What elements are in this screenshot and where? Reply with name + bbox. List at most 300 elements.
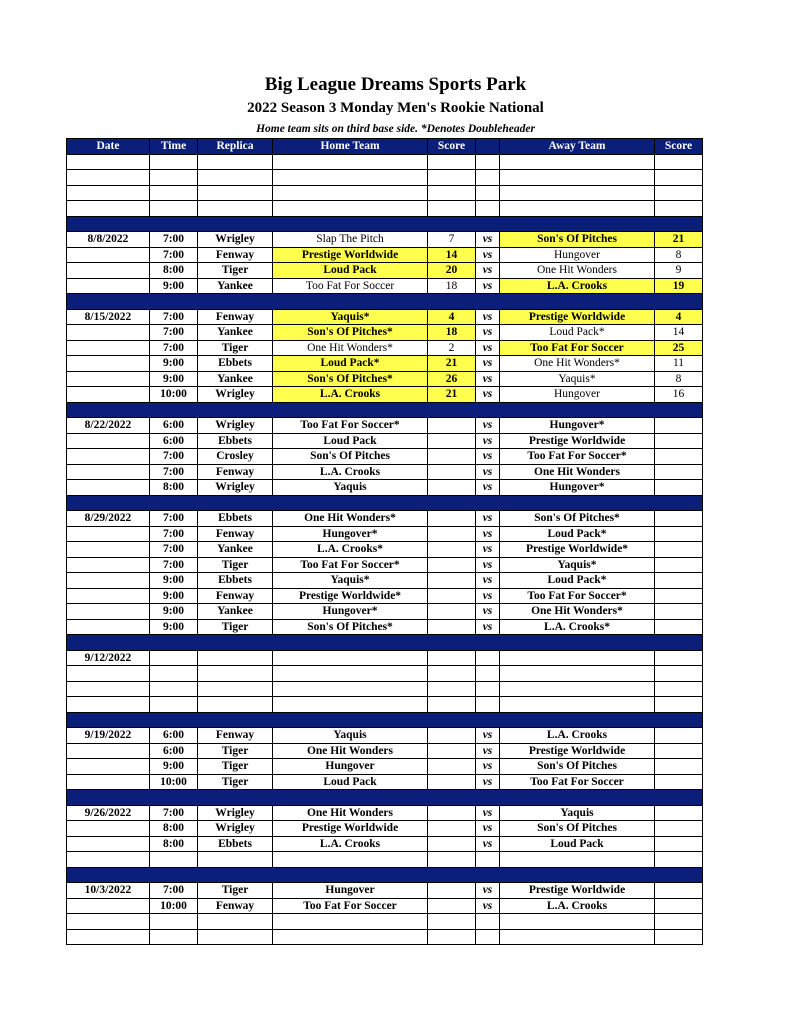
table-row [67, 278, 703, 294]
time-cell: 6:00 [150, 743, 198, 759]
table-row [67, 573, 703, 589]
away-score-cell: 25 [655, 340, 703, 356]
home-team-cell: Son's Of Pitches* [273, 619, 428, 635]
away-score-cell [655, 418, 703, 434]
time-cell [150, 852, 198, 868]
replica-cell: Fenway [198, 309, 273, 325]
home-team-cell [273, 697, 428, 713]
away-score-cell [655, 681, 703, 697]
table-row [67, 898, 703, 914]
replica-cell: Ebbets [198, 433, 273, 449]
away-score-cell [655, 185, 703, 201]
away-team-cell [500, 666, 655, 682]
home-team-cell [273, 852, 428, 868]
date-cell [67, 929, 150, 945]
replica-cell: Yankee [198, 325, 273, 341]
time-cell [150, 914, 198, 930]
home-score-cell: 14 [428, 247, 476, 263]
home-team-cell [273, 914, 428, 930]
time-cell: 10:00 [150, 387, 198, 403]
table-row [67, 464, 703, 480]
home-score-cell: 21 [428, 387, 476, 403]
replica-cell: Fenway [198, 728, 273, 744]
vs-cell: vs [476, 898, 500, 914]
time-cell: 7:00 [150, 449, 198, 465]
home-team-cell: Too Fat For Soccer [273, 898, 428, 914]
home-score-cell [428, 526, 476, 542]
date-cell [67, 464, 150, 480]
away-team-cell: One Hit Wonders* [500, 356, 655, 372]
time-cell [150, 154, 198, 170]
date-cell [67, 836, 150, 852]
away-team-cell: One Hit Wonders [500, 263, 655, 279]
time-cell: 6:00 [150, 728, 198, 744]
away-team-cell: Prestige Worldwide [500, 743, 655, 759]
home-team-cell: Yaquis [273, 728, 428, 744]
date-cell [67, 697, 150, 713]
away-score-cell [655, 557, 703, 573]
away-team-cell: Prestige Worldwide [500, 883, 655, 899]
home-team-cell [273, 154, 428, 170]
separator-bar [67, 867, 703, 883]
home-team-cell: One Hit Wonders* [273, 511, 428, 527]
home-score-cell [428, 681, 476, 697]
table-row [67, 170, 703, 186]
away-score-cell: 9 [655, 263, 703, 279]
table-row [67, 418, 703, 434]
time-cell: 6:00 [150, 433, 198, 449]
date-cell [67, 666, 150, 682]
vs-cell [476, 185, 500, 201]
away-score-cell [655, 743, 703, 759]
date-cell [67, 681, 150, 697]
vs-cell: vs [476, 883, 500, 899]
table-row [67, 356, 703, 372]
table-row [67, 774, 703, 790]
time-cell [150, 666, 198, 682]
vs-cell: vs [476, 278, 500, 294]
away-score-cell: 11 [655, 356, 703, 372]
away-score-cell [655, 542, 703, 558]
page-title: Big League Dreams Sports Park [264, 74, 527, 95]
replica-cell: Wrigley [198, 821, 273, 837]
away-score-cell: 19 [655, 278, 703, 294]
replica-cell: Wrigley [198, 418, 273, 434]
date-cell [67, 170, 150, 186]
home-score-cell [428, 728, 476, 744]
home-team-cell [273, 185, 428, 201]
away-score-cell [655, 526, 703, 542]
table-row [67, 263, 703, 279]
date-cell [67, 154, 150, 170]
vs-cell: vs [476, 449, 500, 465]
replica-cell: Wrigley [198, 480, 273, 496]
date-cell: 8/22/2022 [67, 418, 150, 434]
home-team-cell: One Hit Wonders* [273, 340, 428, 356]
away-score-cell [655, 154, 703, 170]
home-team-cell: Son's Of Pitches* [273, 325, 428, 341]
time-cell: 7:00 [150, 309, 198, 325]
away-score-cell [655, 836, 703, 852]
away-team-cell: Prestige Worldwide* [500, 542, 655, 558]
away-score-cell [655, 852, 703, 868]
replica-cell: Tiger [198, 340, 273, 356]
home-team-cell: Loud Pack [273, 263, 428, 279]
date-cell [67, 821, 150, 837]
vs-cell: vs [476, 356, 500, 372]
week-separator [67, 712, 703, 728]
away-team-cell: Son's Of Pitches* [500, 511, 655, 527]
replica-cell [198, 201, 273, 217]
away-team-cell: Hungover [500, 247, 655, 263]
replica-cell [198, 929, 273, 945]
replica-cell: Ebbets [198, 573, 273, 589]
date-cell: 9/12/2022 [67, 650, 150, 666]
away-team-cell [500, 201, 655, 217]
home-score-cell [428, 170, 476, 186]
time-cell: 8:00 [150, 263, 198, 279]
table-row [67, 914, 703, 930]
table-row [67, 185, 703, 201]
home-team-cell: Son's Of Pitches* [273, 371, 428, 387]
table-row [67, 371, 703, 387]
home-score-cell [428, 542, 476, 558]
home-score-cell: 2 [428, 340, 476, 356]
time-cell: 7:00 [150, 340, 198, 356]
week-separator [67, 216, 703, 232]
time-cell: 10:00 [150, 898, 198, 914]
time-cell: 7:00 [150, 557, 198, 573]
away-team-cell [500, 170, 655, 186]
home-score-cell [428, 759, 476, 775]
table-row [67, 681, 703, 697]
vs-cell [476, 201, 500, 217]
table-row [67, 526, 703, 542]
vs-cell: vs [476, 604, 500, 620]
replica-cell: Ebbets [198, 356, 273, 372]
home-score-cell [428, 573, 476, 589]
time-cell: 8:00 [150, 480, 198, 496]
table-row [67, 604, 703, 620]
vs-cell: vs [476, 805, 500, 821]
date-cell: 10/3/2022 [67, 883, 150, 899]
vs-cell [476, 154, 500, 170]
separator-bar [67, 790, 703, 806]
time-cell [150, 170, 198, 186]
away-team-cell: Son's Of Pitches [500, 821, 655, 837]
home-team-cell: Yaquis* [273, 309, 428, 325]
away-score-cell: 8 [655, 247, 703, 263]
time-cell: 7:00 [150, 542, 198, 558]
date-cell [67, 356, 150, 372]
week-separator [67, 402, 703, 418]
vs-cell: vs [476, 340, 500, 356]
away-team-cell: Prestige Worldwide [500, 309, 655, 325]
home-score-cell: 18 [428, 325, 476, 341]
date-cell [67, 759, 150, 775]
table-row [67, 154, 703, 170]
home-team-cell [273, 666, 428, 682]
time-cell: 6:00 [150, 418, 198, 434]
col-vs-header [476, 139, 500, 155]
replica-cell: Yankee [198, 371, 273, 387]
table-row [67, 247, 703, 263]
date-cell [67, 542, 150, 558]
week-separator [67, 635, 703, 651]
home-score-cell [428, 604, 476, 620]
home-team-cell: Hungover* [273, 526, 428, 542]
home-team-cell: Son's Of Pitches [273, 449, 428, 465]
away-score-cell [655, 604, 703, 620]
date-cell [67, 604, 150, 620]
time-cell [150, 185, 198, 201]
table-row [67, 433, 703, 449]
vs-cell: vs [476, 774, 500, 790]
away-score-cell [655, 898, 703, 914]
time-cell: 9:00 [150, 604, 198, 620]
table-row [67, 728, 703, 744]
date-cell: 8/8/2022 [67, 232, 150, 248]
vs-cell: vs [476, 588, 500, 604]
date-cell [67, 774, 150, 790]
replica-cell [198, 852, 273, 868]
home-score-cell: 21 [428, 356, 476, 372]
home-team-cell: Loud Pack [273, 433, 428, 449]
away-team-cell: Too Fat For Soccer* [500, 449, 655, 465]
schedule-note: Home team sits on third base side. *Denotes Doubleheader [256, 123, 535, 135]
date-cell [67, 557, 150, 573]
home-team-cell [273, 929, 428, 945]
separator-bar [67, 402, 703, 418]
col-away-team-header: Away Team [500, 139, 655, 155]
date-cell [67, 619, 150, 635]
away-score-cell [655, 201, 703, 217]
away-score-cell [655, 464, 703, 480]
home-score-cell [428, 914, 476, 930]
time-cell: 9:00 [150, 588, 198, 604]
home-team-cell: One Hit Wonders [273, 805, 428, 821]
table-row [67, 480, 703, 496]
home-team-cell: Too Fat For Soccer* [273, 418, 428, 434]
replica-cell: Crosley [198, 449, 273, 465]
vs-cell: vs [476, 728, 500, 744]
week-separator [67, 294, 703, 310]
replica-cell: Ebbets [198, 511, 273, 527]
home-team-cell [273, 681, 428, 697]
away-team-cell: Prestige Worldwide [500, 433, 655, 449]
table-row [67, 387, 703, 403]
home-team-cell: Hungover* [273, 604, 428, 620]
home-score-cell [428, 480, 476, 496]
date-cell [67, 263, 150, 279]
time-cell: 7:00 [150, 805, 198, 821]
date-cell: 9/26/2022 [67, 805, 150, 821]
away-score-cell [655, 821, 703, 837]
date-cell [67, 247, 150, 263]
away-team-cell: L.A. Crooks [500, 278, 655, 294]
home-score-cell [428, 557, 476, 573]
table-row [67, 511, 703, 527]
date-cell [67, 449, 150, 465]
home-score-cell [428, 650, 476, 666]
vs-cell: vs [476, 309, 500, 325]
replica-cell: Fenway [198, 247, 273, 263]
replica-cell: Yankee [198, 278, 273, 294]
home-score-cell [428, 805, 476, 821]
replica-cell [198, 914, 273, 930]
week-separator [67, 790, 703, 806]
date-cell [67, 588, 150, 604]
time-cell: 9:00 [150, 573, 198, 589]
replica-cell: Fenway [198, 898, 273, 914]
page-subtitle: 2022 Season 3 Monday Men's Rookie National [247, 100, 544, 116]
home-team-cell [273, 170, 428, 186]
table-row [67, 619, 703, 635]
date-cell [67, 852, 150, 868]
table-row [67, 759, 703, 775]
time-cell: 10:00 [150, 774, 198, 790]
date-cell [67, 325, 150, 341]
away-team-cell [500, 852, 655, 868]
vs-cell: vs [476, 557, 500, 573]
away-score-cell [655, 883, 703, 899]
home-team-cell: Loud Pack [273, 774, 428, 790]
replica-cell: Fenway [198, 526, 273, 542]
home-score-cell [428, 666, 476, 682]
date-cell [67, 480, 150, 496]
home-team-cell: Prestige Worldwide [273, 821, 428, 837]
home-team-cell [273, 201, 428, 217]
home-team-cell: Too Fat For Soccer* [273, 557, 428, 573]
away-score-cell: 14 [655, 325, 703, 341]
home-score-cell [428, 697, 476, 713]
date-cell [67, 433, 150, 449]
table-row [67, 325, 703, 341]
table-row [67, 929, 703, 945]
table-row [67, 836, 703, 852]
away-score-cell: 16 [655, 387, 703, 403]
away-team-cell [500, 154, 655, 170]
date-cell [67, 387, 150, 403]
away-team-cell [500, 650, 655, 666]
date-cell: 8/15/2022 [67, 309, 150, 325]
home-team-cell: One Hit Wonders [273, 743, 428, 759]
home-team-cell: L.A. Crooks [273, 836, 428, 852]
replica-cell: Tiger [198, 743, 273, 759]
col-replica-header: Replica [198, 139, 273, 155]
away-team-cell: L.A. Crooks [500, 728, 655, 744]
away-score-cell [655, 170, 703, 186]
away-score-cell [655, 650, 703, 666]
home-score-cell [428, 511, 476, 527]
replica-cell: Fenway [198, 588, 273, 604]
time-cell [150, 929, 198, 945]
vs-cell: vs [476, 232, 500, 248]
away-score-cell [655, 929, 703, 945]
col-date-header: Date [67, 139, 150, 155]
table-row [67, 805, 703, 821]
separator-bar [67, 495, 703, 511]
schedule-table [66, 138, 703, 945]
away-score-cell [655, 728, 703, 744]
home-score-cell: 7 [428, 232, 476, 248]
vs-cell: vs [476, 371, 500, 387]
away-score-cell [655, 666, 703, 682]
time-cell: 7:00 [150, 325, 198, 341]
away-team-cell [500, 914, 655, 930]
date-cell [67, 743, 150, 759]
time-cell: 8:00 [150, 821, 198, 837]
vs-cell [476, 170, 500, 186]
away-score-cell [655, 433, 703, 449]
replica-cell: Tiger [198, 759, 273, 775]
home-team-cell: Yaquis* [273, 573, 428, 589]
time-cell [150, 697, 198, 713]
time-cell: 9:00 [150, 759, 198, 775]
date-cell: 9/19/2022 [67, 728, 150, 744]
home-team-cell: Hungover [273, 759, 428, 775]
table-row [67, 883, 703, 899]
vs-cell: vs [476, 573, 500, 589]
time-cell: 7:00 [150, 883, 198, 899]
replica-cell: Fenway [198, 464, 273, 480]
time-cell [150, 650, 198, 666]
away-team-cell: Yaquis [500, 805, 655, 821]
table-row [67, 650, 703, 666]
week-separator [67, 867, 703, 883]
table-row [67, 309, 703, 325]
home-score-cell [428, 588, 476, 604]
away-team-cell: Too Fat For Soccer* [500, 588, 655, 604]
home-score-cell [428, 619, 476, 635]
replica-cell [198, 650, 273, 666]
home-team-cell: Hungover [273, 883, 428, 899]
vs-cell: vs [476, 247, 500, 263]
time-cell: 7:00 [150, 247, 198, 263]
date-cell [67, 340, 150, 356]
table-row [67, 201, 703, 217]
away-team-cell [500, 185, 655, 201]
replica-cell: Yankee [198, 604, 273, 620]
replica-cell [198, 170, 273, 186]
replica-cell: Tiger [198, 263, 273, 279]
separator-bar [67, 216, 703, 232]
vs-cell: vs [476, 759, 500, 775]
away-team-cell [500, 697, 655, 713]
vs-cell: vs [476, 743, 500, 759]
time-cell: 7:00 [150, 511, 198, 527]
home-team-cell: Yaquis [273, 480, 428, 496]
away-score-cell [655, 805, 703, 821]
separator-bar [67, 294, 703, 310]
date-cell: 8/29/2022 [67, 511, 150, 527]
home-score-cell [428, 449, 476, 465]
time-cell: 7:00 [150, 526, 198, 542]
table-row [67, 697, 703, 713]
time-cell: 8:00 [150, 836, 198, 852]
date-cell [67, 573, 150, 589]
away-team-cell: Hungover* [500, 480, 655, 496]
away-score-cell [655, 759, 703, 775]
vs-cell [476, 697, 500, 713]
date-cell [67, 914, 150, 930]
home-score-cell [428, 201, 476, 217]
vs-cell [476, 650, 500, 666]
away-score-cell [655, 511, 703, 527]
col-home-team-header: Home Team [273, 139, 428, 155]
home-score-cell [428, 464, 476, 480]
away-team-cell: Loud Pack [500, 836, 655, 852]
